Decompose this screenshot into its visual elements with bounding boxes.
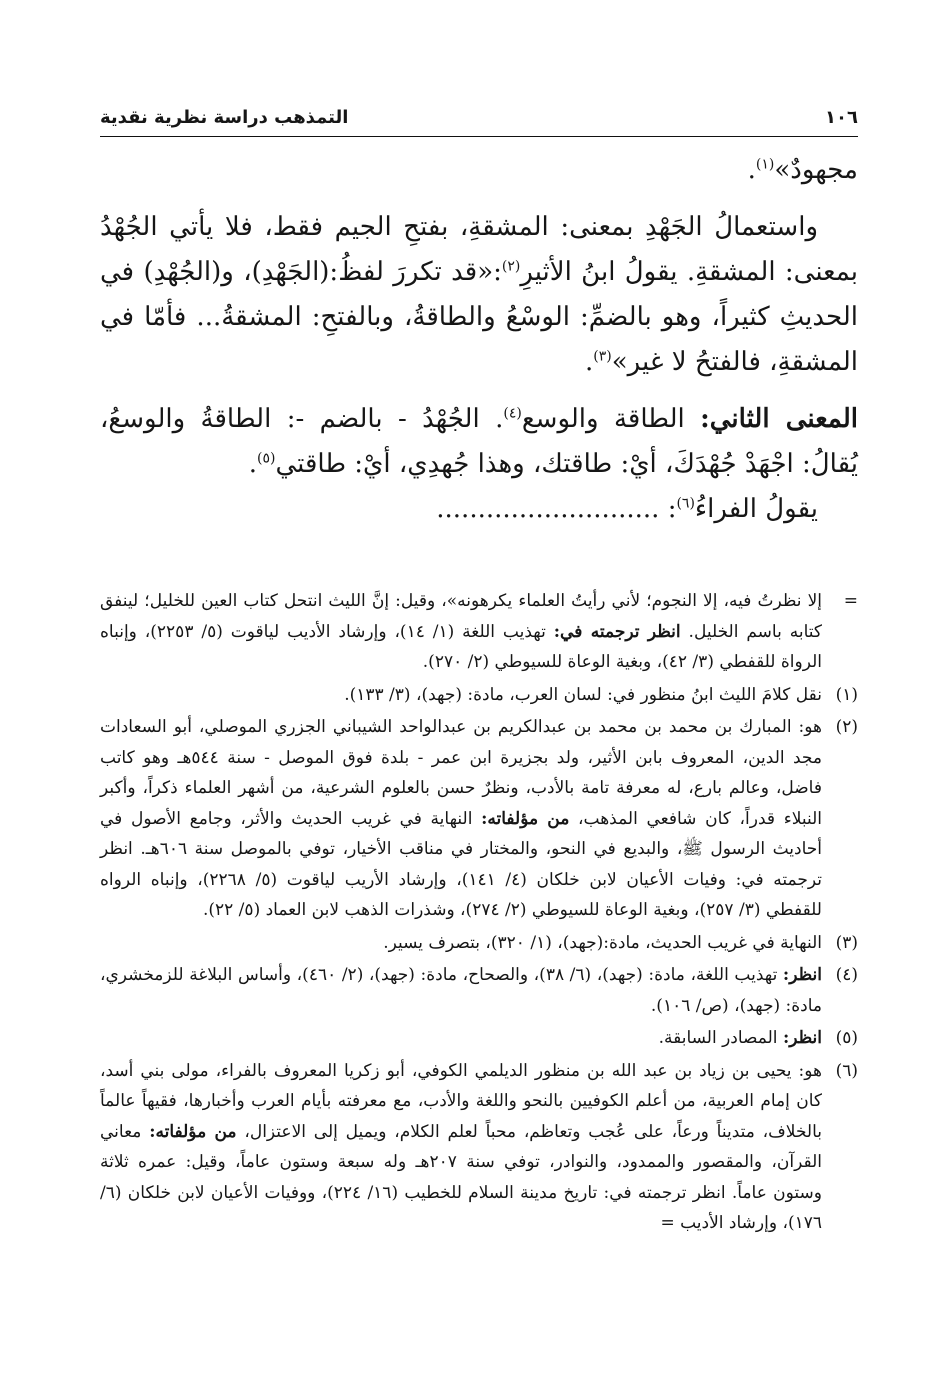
footnote-number: (٥) bbox=[835, 1028, 858, 1048]
footnote-text-pre: نقل كلامَ الليث ابنُ منظور في: لسان العرب، مادة: (جهد)، (٣/ ١٣٣). bbox=[344, 684, 822, 705]
footnote-text-post: النهاية في غريب الحديث والأثر، وجامع الأصول في أحاديث الرسول ﷺ، والبديع في النحو، والمختار في مناقب الأخيار، توفي بالموصل سنة ٦٠٦هـ. انظر ترجمته في: وفيات الأعيان لابن خلكان (٤/ ١٤١)، وإرشاد الأريب لياقوت (٥/ ٢٢٦٨)، وإنباه الرواه للقفطي (٣/ ٢٥٧)، وبغية الوعاة للسيوطي (٢/ ٢٧٤)، وشذرات الذهب لابن العماد (٥/ ٢٢). bbox=[100, 808, 822, 920]
footnote-number: (٦) bbox=[835, 1060, 858, 1081]
footnote-ref-3: (٣) bbox=[593, 348, 612, 365]
dotted-leader: ........................... bbox=[436, 494, 660, 524]
paragraph-4 bbox=[100, 487, 858, 532]
footnote-ref-6: (٦) bbox=[676, 495, 695, 512]
p2-text-b: :«قد تكررَ لفظُ:(الجَهْدِ)، و(الجُهْدِ) في الحديثِ كثيراً، وهو بالضمِّ: الوسْعُ والطاقةُ، وبالفتحِ: المشقةُ... فأمّا في المشقةِ، فالفتحُ لا غير» bbox=[100, 257, 858, 377]
footnote-number: (٢) bbox=[835, 717, 858, 737]
footnote-text-bold: انظر: bbox=[782, 1028, 822, 1048]
p2-text-a: واستعمالُ الجَهْدِ بمعنى: المشقةِ، بفتحِ الجيم فقط، فلا يأتي الجُهْدُ بمعنى: المشقةِ. يقولُ ابنُ الأثيرِ bbox=[100, 212, 858, 287]
footnote-ref-4: (٤) bbox=[503, 405, 522, 422]
footnote-number: = bbox=[843, 591, 858, 611]
header-rule bbox=[100, 136, 858, 137]
paragraph-3 bbox=[100, 397, 858, 487]
footnote-continued bbox=[100, 586, 858, 678]
paragraph-1 bbox=[100, 148, 858, 193]
footnote-text-bold: انظر: bbox=[782, 965, 822, 985]
footnote-text bbox=[100, 680, 822, 711]
running-title: التمذهب دراسة نظرية نقدية bbox=[100, 106, 349, 128]
footnote-text-bold: انظر ترجمته في: bbox=[553, 621, 681, 642]
footnote-text bbox=[100, 712, 822, 926]
footnote-3 bbox=[100, 928, 858, 959]
section-heading: المعنى الثاني: bbox=[700, 404, 858, 434]
page-header bbox=[100, 102, 858, 132]
footnote-text bbox=[100, 1056, 822, 1239]
p2-end: . bbox=[585, 347, 594, 377]
footnote-text-post: تهذيب اللغة، مادة: (جهد)، (٦/ ٣٨)، والصحاح، مادة: (جهد)، (٢/ ٤٦٠)، وأساس البلاغة للزمخشري، مادة: (جهد)، (ص/ ١٠٦). bbox=[100, 965, 822, 1016]
footnote-text-bold: من مؤلفاته: bbox=[481, 808, 570, 829]
footnote-text bbox=[100, 586, 822, 678]
book-page bbox=[100, 0, 858, 1395]
p4-text-a: يقولُ الفراءُ bbox=[694, 494, 818, 524]
footnote-text-post: المصادر السابقة. bbox=[658, 1028, 783, 1048]
p3-text-b: . الجُهْدُ - بالضم -: الطاقةُ والوسعُ، يُقالُ: اجْهَدْ جُهْدَكَ، أيْ: طاقتك، وهذا جُهدِي، أيْ: طاقتي bbox=[100, 404, 858, 479]
footnote-number: (٤) bbox=[835, 965, 858, 985]
footnote-text-bold: من مؤلفاته: bbox=[149, 1121, 237, 1142]
p1-text: مجهودٌ» bbox=[774, 155, 858, 185]
main-text bbox=[100, 148, 858, 532]
footnote-number: (٣) bbox=[835, 932, 858, 953]
footnote-ref-2: (٢) bbox=[501, 258, 521, 275]
footnote-text bbox=[100, 928, 822, 959]
footnote-text-pre: إلا نظرتُ فيه، إلا النجوم؛ لأني رأيتُ العلماء يكرهونه»، وقيل: إنَّ الليث انتحل كتاب العين للخليل؛ لينفق كتابه باسم الخليل. bbox=[100, 591, 822, 642]
footnote-ref-1: (١) bbox=[755, 156, 775, 173]
p4-text-b: : bbox=[667, 494, 677, 524]
paragraph-2 bbox=[100, 205, 858, 385]
footnote-text-post: تهذيب اللغة (١/ ١٤)، وإرشاد الأديب لياقوت (٥/ ٢٢٥٣)، وإنباه الرواة للقفطي (٣/ ٤٢)، وبغية الوعاة للسيوطي (٢/ ٢٧٠). bbox=[100, 621, 822, 672]
footnote-text bbox=[100, 960, 822, 1021]
footnote-text bbox=[100, 1023, 822, 1054]
footnotes bbox=[100, 586, 858, 1241]
p1-end: . bbox=[747, 155, 756, 185]
footnote-5 bbox=[100, 1023, 858, 1054]
footnote-ref-5: (٥) bbox=[256, 450, 276, 467]
p3-end: . bbox=[248, 449, 257, 479]
footnote-6 bbox=[100, 1056, 858, 1239]
footnote-text-post: معاني القرآن، والمقصور والممدود، والنوادر، توفي سنة ٢٠٧هـ وله سبعة وستون عاماً، وقيل: عمره ثلاثة وستون عاماً. انظر ترجمته في: تاريخ مدينة السلام للخطيب (١٦/ ٢٢٤)، ووفيات الأعيان لابن خلكان (٦/ ١٧٦)، وإرشاد الأديب = bbox=[100, 1121, 822, 1233]
footnote-number: (١) bbox=[835, 684, 858, 705]
footnote-4 bbox=[100, 960, 858, 1021]
footnote-text-pre: النهاية في غريب الحديث، مادة:(جهد)، (١/ ٣٢٠)، بتصرف يسير. bbox=[383, 932, 822, 953]
footnote-text-pre: هو: يحيى بن زياد بن عبد الله بن منظور الديلمي الكوفي، أبو زكريا المعروف بالفراء، مولى بني أسد، كان إمام العربية، من أعلم الكوفيين بالنحو واللغة والأدب، مع معرفته بأيام العرب وأخبارها، فقيهاً عالماً بالخلاف، متديناً ورعاً، على عُجب وتعاظم، محباً لعلم الكلام، ويميل إلى الاعتزال، bbox=[100, 1060, 823, 1142]
footnote-text-pre: هو: المبارك بن محمد بن محمد بن عبدالكريم بن عبدالواحد الشيباني الجزري الموصلي، أبو السعادات مجد الدين، المعروف بابن الأثير، ولد بجزيرة ابن عمر - بلدة فوق الموصل - سنة ٥٤٤هـ وهو كاتب فاضل، وعالم بارع، له معرفة تامة بالأدب، ونظرٌ حسن بالعلوم الشرعية، من أشهر العلماء ذكراً، وأكبر النبلاء قدراً، كان شافعي المذهب، bbox=[100, 717, 822, 829]
p3-text-a: الطاقة والوسع bbox=[521, 404, 701, 434]
footnote-1 bbox=[100, 680, 858, 711]
footnote-2 bbox=[100, 712, 858, 926]
page-number: ١٠٦ bbox=[825, 106, 858, 128]
